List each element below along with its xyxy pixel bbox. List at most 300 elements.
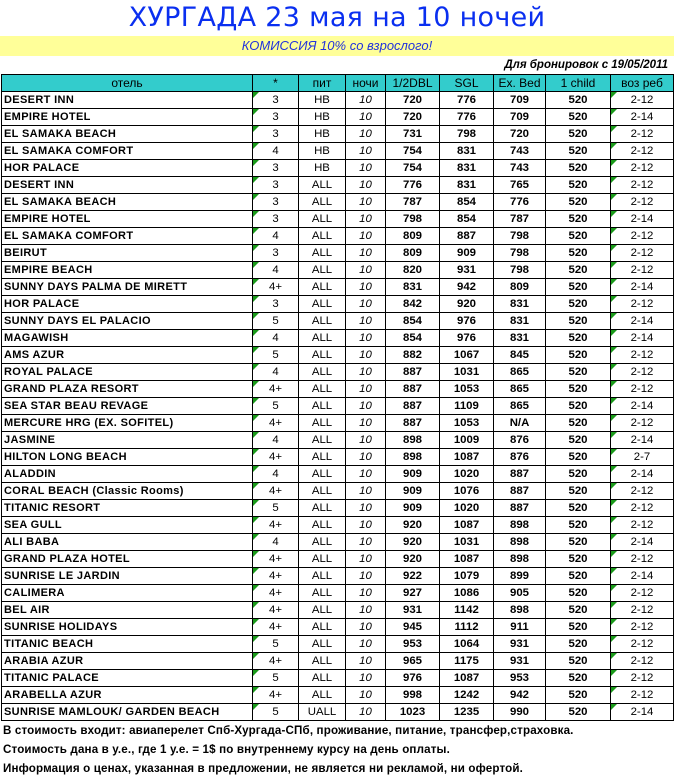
child-age: 2-12 bbox=[611, 364, 674, 381]
child-age: 2-12 bbox=[611, 228, 674, 245]
table-row bbox=[2, 585, 674, 602]
nights: 10 bbox=[346, 551, 386, 568]
price-ex-bed: 876 bbox=[494, 432, 546, 449]
price-child: 520 bbox=[546, 619, 611, 636]
table-row bbox=[2, 483, 674, 500]
table-row bbox=[2, 330, 674, 347]
price-child: 520 bbox=[546, 483, 611, 500]
price-child: 520 bbox=[546, 568, 611, 585]
hotel-name: DESERT INN bbox=[2, 177, 253, 194]
table-row bbox=[2, 704, 674, 721]
meal-plan: ALL bbox=[299, 534, 346, 551]
table-row bbox=[2, 551, 674, 568]
hotel-name: GRAND PLAZA RESORT bbox=[2, 381, 253, 398]
stars: 4 bbox=[253, 330, 299, 347]
child-age: 2-12 bbox=[611, 653, 674, 670]
meal-plan: ALL bbox=[299, 636, 346, 653]
price-sgl: 1235 bbox=[440, 704, 494, 721]
child-age: 2-12 bbox=[611, 296, 674, 313]
table-row bbox=[2, 653, 674, 670]
price-child: 520 bbox=[546, 177, 611, 194]
meal-plan: ALL bbox=[299, 313, 346, 330]
nights: 10 bbox=[346, 92, 386, 109]
price-sgl: 1112 bbox=[440, 619, 494, 636]
meal-plan: ALL bbox=[299, 551, 346, 568]
price-ex-bed: N/A bbox=[494, 415, 546, 432]
footer-currency: Стоимость дана в у.е., где 1 у.е. = 1$ по внутреннему курсу на день оплаты. bbox=[3, 743, 450, 756]
price-child: 520 bbox=[546, 687, 611, 704]
price-child: 520 bbox=[546, 466, 611, 483]
hotel-name: SEA STAR BEAU REVAGE bbox=[2, 398, 253, 415]
price-child: 520 bbox=[546, 160, 611, 177]
price-child: 520 bbox=[546, 500, 611, 517]
price-ex-bed: 990 bbox=[494, 704, 546, 721]
stars: 4 bbox=[253, 262, 299, 279]
price-half-dbl: 927 bbox=[386, 585, 440, 602]
nights: 10 bbox=[346, 211, 386, 228]
stars: 3 bbox=[253, 296, 299, 313]
price-ex-bed: 720 bbox=[494, 126, 546, 143]
price-half-dbl: 798 bbox=[386, 211, 440, 228]
hotel-name: MAGAWISH bbox=[2, 330, 253, 347]
child-age: 2-12 bbox=[611, 670, 674, 687]
price-sgl: 1087 bbox=[440, 449, 494, 466]
price-child: 520 bbox=[546, 211, 611, 228]
child-age: 2-12 bbox=[611, 517, 674, 534]
price-half-dbl: 820 bbox=[386, 262, 440, 279]
table-row bbox=[2, 432, 674, 449]
nights: 10 bbox=[346, 398, 386, 415]
price-ex-bed: 776 bbox=[494, 194, 546, 211]
price-ex-bed: 942 bbox=[494, 687, 546, 704]
price-ex-bed: 709 bbox=[494, 109, 546, 126]
price-child: 520 bbox=[546, 109, 611, 126]
hotel-name: GRAND PLAZA HOTEL bbox=[2, 551, 253, 568]
header-sgl: SGL bbox=[440, 75, 494, 92]
meal-plan: HB bbox=[299, 160, 346, 177]
child-age: 2-12 bbox=[611, 500, 674, 517]
meal-plan: ALL bbox=[299, 245, 346, 262]
footer-includes: В стоимость входит: авиаперелет Спб-Хургада-СПб, проживание, питание, трансфер,страховка. bbox=[3, 724, 574, 737]
price-half-dbl: 945 bbox=[386, 619, 440, 636]
price-ex-bed: 831 bbox=[494, 330, 546, 347]
stars: 3 bbox=[253, 211, 299, 228]
price-sgl: 1087 bbox=[440, 551, 494, 568]
price-half-dbl: 887 bbox=[386, 364, 440, 381]
price-child: 520 bbox=[546, 262, 611, 279]
price-sgl: 831 bbox=[440, 177, 494, 194]
nights: 10 bbox=[346, 126, 386, 143]
price-ex-bed: 876 bbox=[494, 449, 546, 466]
table-row bbox=[2, 381, 674, 398]
hotel-name: ALADDIN bbox=[2, 466, 253, 483]
stars: 5 bbox=[253, 500, 299, 517]
stars: 4 bbox=[253, 143, 299, 160]
hotel-name: SUNNY DAYS EL PALACIO bbox=[2, 313, 253, 330]
stars: 4+ bbox=[253, 585, 299, 602]
price-half-dbl: 882 bbox=[386, 347, 440, 364]
stars: 5 bbox=[253, 704, 299, 721]
price-sgl: 976 bbox=[440, 313, 494, 330]
nights: 10 bbox=[346, 585, 386, 602]
hotel-name: EL SAMAKA BEACH bbox=[2, 194, 253, 211]
price-sgl: 1175 bbox=[440, 653, 494, 670]
meal-plan: ALL bbox=[299, 381, 346, 398]
price-child: 520 bbox=[546, 381, 611, 398]
nights: 10 bbox=[346, 160, 386, 177]
stars: 5 bbox=[253, 313, 299, 330]
meal-plan: ALL bbox=[299, 466, 346, 483]
stars: 4+ bbox=[253, 687, 299, 704]
price-sgl: 1109 bbox=[440, 398, 494, 415]
meal-plan: ALL bbox=[299, 211, 346, 228]
hotel-name: SUNNY DAYS PALMA DE MIRETT bbox=[2, 279, 253, 296]
price-child: 520 bbox=[546, 517, 611, 534]
hotel-name: TITANIC RESORT bbox=[2, 500, 253, 517]
price-sgl: 831 bbox=[440, 160, 494, 177]
nights: 10 bbox=[346, 245, 386, 262]
price-ex-bed: 931 bbox=[494, 636, 546, 653]
header-nights: ночи bbox=[346, 75, 386, 92]
price-ex-bed: 865 bbox=[494, 364, 546, 381]
table-row bbox=[2, 262, 674, 279]
price-child: 520 bbox=[546, 296, 611, 313]
child-age: 2-12 bbox=[611, 636, 674, 653]
child-age: 2-12 bbox=[611, 160, 674, 177]
child-age: 2-12 bbox=[611, 585, 674, 602]
nights: 10 bbox=[346, 347, 386, 364]
stars: 3 bbox=[253, 109, 299, 126]
stars: 4 bbox=[253, 228, 299, 245]
meal-plan: ALL bbox=[299, 228, 346, 245]
price-sgl: 1053 bbox=[440, 415, 494, 432]
price-half-dbl: 909 bbox=[386, 483, 440, 500]
price-child: 520 bbox=[546, 364, 611, 381]
hotel-name: ALI BABA bbox=[2, 534, 253, 551]
nights: 10 bbox=[346, 619, 386, 636]
meal-plan: ALL bbox=[299, 602, 346, 619]
nights: 10 bbox=[346, 279, 386, 296]
nights: 10 bbox=[346, 364, 386, 381]
meal-plan: ALL bbox=[299, 347, 346, 364]
price-child: 520 bbox=[546, 228, 611, 245]
price-sgl: 1076 bbox=[440, 483, 494, 500]
child-age: 2-12 bbox=[611, 483, 674, 500]
price-ex-bed: 898 bbox=[494, 517, 546, 534]
price-sgl: 1064 bbox=[440, 636, 494, 653]
price-child: 520 bbox=[546, 636, 611, 653]
price-half-dbl: 965 bbox=[386, 653, 440, 670]
nights: 10 bbox=[346, 330, 386, 347]
table-row bbox=[2, 398, 674, 415]
stars: 4+ bbox=[253, 602, 299, 619]
nights: 10 bbox=[346, 483, 386, 500]
table-row bbox=[2, 194, 674, 211]
child-age: 2-7 bbox=[611, 449, 674, 466]
meal-plan: ALL bbox=[299, 296, 346, 313]
header-meal: пит bbox=[299, 75, 346, 92]
table-row bbox=[2, 211, 674, 228]
price-sgl: 1053 bbox=[440, 381, 494, 398]
table-header-row bbox=[2, 75, 674, 92]
nights: 10 bbox=[346, 262, 386, 279]
price-ex-bed: 709 bbox=[494, 92, 546, 109]
price-half-dbl: 754 bbox=[386, 160, 440, 177]
header-child-age: воз реб bbox=[611, 75, 674, 92]
nights: 10 bbox=[346, 228, 386, 245]
price-ex-bed: 898 bbox=[494, 602, 546, 619]
child-age: 2-12 bbox=[611, 126, 674, 143]
price-half-dbl: 809 bbox=[386, 228, 440, 245]
hotel-name: TITANIC PALACE bbox=[2, 670, 253, 687]
table-row bbox=[2, 568, 674, 585]
price-child: 520 bbox=[546, 245, 611, 262]
child-age: 2-12 bbox=[611, 177, 674, 194]
price-ex-bed: 831 bbox=[494, 313, 546, 330]
price-half-dbl: 898 bbox=[386, 432, 440, 449]
price-child: 520 bbox=[546, 704, 611, 721]
price-child: 520 bbox=[546, 143, 611, 160]
price-ex-bed: 953 bbox=[494, 670, 546, 687]
nights: 10 bbox=[346, 177, 386, 194]
price-child: 520 bbox=[546, 92, 611, 109]
stars: 4 bbox=[253, 364, 299, 381]
price-sgl: 1031 bbox=[440, 534, 494, 551]
nights: 10 bbox=[346, 653, 386, 670]
table-row bbox=[2, 347, 674, 364]
nights: 10 bbox=[346, 636, 386, 653]
nights: 10 bbox=[346, 381, 386, 398]
table-row bbox=[2, 109, 674, 126]
hotel-name: MERCURE HRG (EX. SOFITEL) bbox=[2, 415, 253, 432]
child-age: 2-12 bbox=[611, 194, 674, 211]
table-row bbox=[2, 534, 674, 551]
price-child: 520 bbox=[546, 432, 611, 449]
price-half-dbl: 787 bbox=[386, 194, 440, 211]
table-row bbox=[2, 245, 674, 262]
child-age: 2-14 bbox=[611, 568, 674, 585]
table-row bbox=[2, 313, 674, 330]
nights: 10 bbox=[346, 143, 386, 160]
booking-note: Для бронировок с 19/05/2011 bbox=[504, 59, 668, 71]
nights: 10 bbox=[346, 449, 386, 466]
price-ex-bed: 887 bbox=[494, 500, 546, 517]
hotel-name: BEL AIR bbox=[2, 602, 253, 619]
nights: 10 bbox=[346, 517, 386, 534]
nights: 10 bbox=[346, 568, 386, 585]
price-ex-bed: 798 bbox=[494, 262, 546, 279]
hotel-name: CALIMERA bbox=[2, 585, 253, 602]
child-age: 2-14 bbox=[611, 109, 674, 126]
child-age: 2-12 bbox=[611, 381, 674, 398]
price-half-dbl: 754 bbox=[386, 143, 440, 160]
price-ex-bed: 865 bbox=[494, 398, 546, 415]
child-age: 2-14 bbox=[611, 211, 674, 228]
price-sgl: 920 bbox=[440, 296, 494, 313]
price-half-dbl: 1023 bbox=[386, 704, 440, 721]
price-ex-bed: 899 bbox=[494, 568, 546, 585]
meal-plan: ALL bbox=[299, 500, 346, 517]
price-child: 520 bbox=[546, 279, 611, 296]
meal-plan: HB bbox=[299, 126, 346, 143]
price-half-dbl: 920 bbox=[386, 551, 440, 568]
hotel-name: EL SAMAKA COMFORT bbox=[2, 143, 253, 160]
price-child: 520 bbox=[546, 126, 611, 143]
price-ex-bed: 787 bbox=[494, 211, 546, 228]
price-half-dbl: 909 bbox=[386, 500, 440, 517]
table-row bbox=[2, 177, 674, 194]
price-half-dbl: 731 bbox=[386, 126, 440, 143]
table-row bbox=[2, 92, 674, 109]
nights: 10 bbox=[346, 415, 386, 432]
child-age: 2-12 bbox=[611, 245, 674, 262]
price-half-dbl: 920 bbox=[386, 517, 440, 534]
table-row bbox=[2, 228, 674, 245]
stars: 3 bbox=[253, 92, 299, 109]
price-sgl: 909 bbox=[440, 245, 494, 262]
child-age: 2-12 bbox=[611, 143, 674, 160]
price-sgl: 1009 bbox=[440, 432, 494, 449]
stars: 3 bbox=[253, 177, 299, 194]
price-sgl: 976 bbox=[440, 330, 494, 347]
price-half-dbl: 887 bbox=[386, 381, 440, 398]
price-half-dbl: 854 bbox=[386, 330, 440, 347]
stars: 4 bbox=[253, 466, 299, 483]
stars: 5 bbox=[253, 398, 299, 415]
stars: 4+ bbox=[253, 381, 299, 398]
table-row bbox=[2, 687, 674, 704]
hotel-name: JASMINE bbox=[2, 432, 253, 449]
price-ex-bed: 831 bbox=[494, 296, 546, 313]
price-sgl: 776 bbox=[440, 92, 494, 109]
nights: 10 bbox=[346, 432, 386, 449]
table-row bbox=[2, 126, 674, 143]
hotel-name: AMS AZUR bbox=[2, 347, 253, 364]
price-half-dbl: 809 bbox=[386, 245, 440, 262]
meal-plan: ALL bbox=[299, 687, 346, 704]
price-child: 520 bbox=[546, 449, 611, 466]
meal-plan: ALL bbox=[299, 177, 346, 194]
hotel-name: HILTON LONG BEACH bbox=[2, 449, 253, 466]
price-half-dbl: 920 bbox=[386, 534, 440, 551]
child-age: 2-14 bbox=[611, 313, 674, 330]
hotel-name: DESERT INN bbox=[2, 92, 253, 109]
price-sgl: 1142 bbox=[440, 602, 494, 619]
hotel-name: ARABELLA AZUR bbox=[2, 687, 253, 704]
price-sgl: 854 bbox=[440, 194, 494, 211]
meal-plan: UALL bbox=[299, 704, 346, 721]
header-half-dbl: 1/2DBL bbox=[386, 75, 440, 92]
stars: 4+ bbox=[253, 517, 299, 534]
meal-plan: ALL bbox=[299, 262, 346, 279]
hotel-name: EL SAMAKA BEACH bbox=[2, 126, 253, 143]
stars: 4+ bbox=[253, 568, 299, 585]
child-age: 2-14 bbox=[611, 534, 674, 551]
price-child: 520 bbox=[546, 330, 611, 347]
child-age: 2-12 bbox=[611, 602, 674, 619]
hotel-name: BEIRUT bbox=[2, 245, 253, 262]
nights: 10 bbox=[346, 313, 386, 330]
hotel-name: HOR PALACE bbox=[2, 160, 253, 177]
price-child: 520 bbox=[546, 347, 611, 364]
nights: 10 bbox=[346, 704, 386, 721]
price-child: 520 bbox=[546, 670, 611, 687]
nights: 10 bbox=[346, 534, 386, 551]
hotel-name: EMPIRE HOTEL bbox=[2, 211, 253, 228]
meal-plan: ALL bbox=[299, 483, 346, 500]
stars: 4 bbox=[253, 432, 299, 449]
price-half-dbl: 909 bbox=[386, 466, 440, 483]
price-sgl: 798 bbox=[440, 126, 494, 143]
meal-plan: ALL bbox=[299, 653, 346, 670]
price-sgl: 1087 bbox=[440, 517, 494, 534]
price-ex-bed: 905 bbox=[494, 585, 546, 602]
meal-plan: ALL bbox=[299, 432, 346, 449]
price-sgl: 942 bbox=[440, 279, 494, 296]
price-ex-bed: 845 bbox=[494, 347, 546, 364]
price-ex-bed: 911 bbox=[494, 619, 546, 636]
price-ex-bed: 887 bbox=[494, 466, 546, 483]
table-row bbox=[2, 500, 674, 517]
price-half-dbl: 842 bbox=[386, 296, 440, 313]
price-sgl: 776 bbox=[440, 109, 494, 126]
stars: 5 bbox=[253, 636, 299, 653]
price-sgl: 1020 bbox=[440, 466, 494, 483]
meal-plan: ALL bbox=[299, 398, 346, 415]
child-age: 2-14 bbox=[611, 432, 674, 449]
meal-plan: ALL bbox=[299, 670, 346, 687]
price-ex-bed: 898 bbox=[494, 534, 546, 551]
table-row bbox=[2, 602, 674, 619]
child-age: 2-12 bbox=[611, 551, 674, 568]
price-half-dbl: 887 bbox=[386, 415, 440, 432]
table-row bbox=[2, 296, 674, 313]
price-half-dbl: 887 bbox=[386, 398, 440, 415]
nights: 10 bbox=[346, 466, 386, 483]
stars: 4+ bbox=[253, 653, 299, 670]
price-ex-bed: 743 bbox=[494, 143, 546, 160]
meal-plan: ALL bbox=[299, 619, 346, 636]
commission-banner: КОМИССИЯ 10% со взрослого! bbox=[0, 36, 674, 56]
price-ex-bed: 798 bbox=[494, 228, 546, 245]
stars: 4+ bbox=[253, 279, 299, 296]
stars: 4+ bbox=[253, 619, 299, 636]
meal-plan: ALL bbox=[299, 585, 346, 602]
hotel-name: EMPIRE BEACH bbox=[2, 262, 253, 279]
price-sgl: 1242 bbox=[440, 687, 494, 704]
price-child: 520 bbox=[546, 194, 611, 211]
child-age: 2-14 bbox=[611, 466, 674, 483]
hotel-name: EMPIRE HOTEL bbox=[2, 109, 253, 126]
child-age: 2-12 bbox=[611, 415, 674, 432]
stars: 4+ bbox=[253, 449, 299, 466]
table-row bbox=[2, 449, 674, 466]
price-ex-bed: 865 bbox=[494, 381, 546, 398]
price-sgl: 831 bbox=[440, 143, 494, 160]
hotel-name: EL SAMAKA COMFORT bbox=[2, 228, 253, 245]
price-half-dbl: 720 bbox=[386, 92, 440, 109]
price-child: 520 bbox=[546, 653, 611, 670]
price-half-dbl: 998 bbox=[386, 687, 440, 704]
price-half-dbl: 976 bbox=[386, 670, 440, 687]
hotel-name: CORAL BEACH (Classic Rooms) bbox=[2, 483, 253, 500]
price-ex-bed: 743 bbox=[494, 160, 546, 177]
stars: 3 bbox=[253, 194, 299, 211]
price-half-dbl: 898 bbox=[386, 449, 440, 466]
price-half-dbl: 776 bbox=[386, 177, 440, 194]
table-row bbox=[2, 364, 674, 381]
meal-plan: HB bbox=[299, 92, 346, 109]
